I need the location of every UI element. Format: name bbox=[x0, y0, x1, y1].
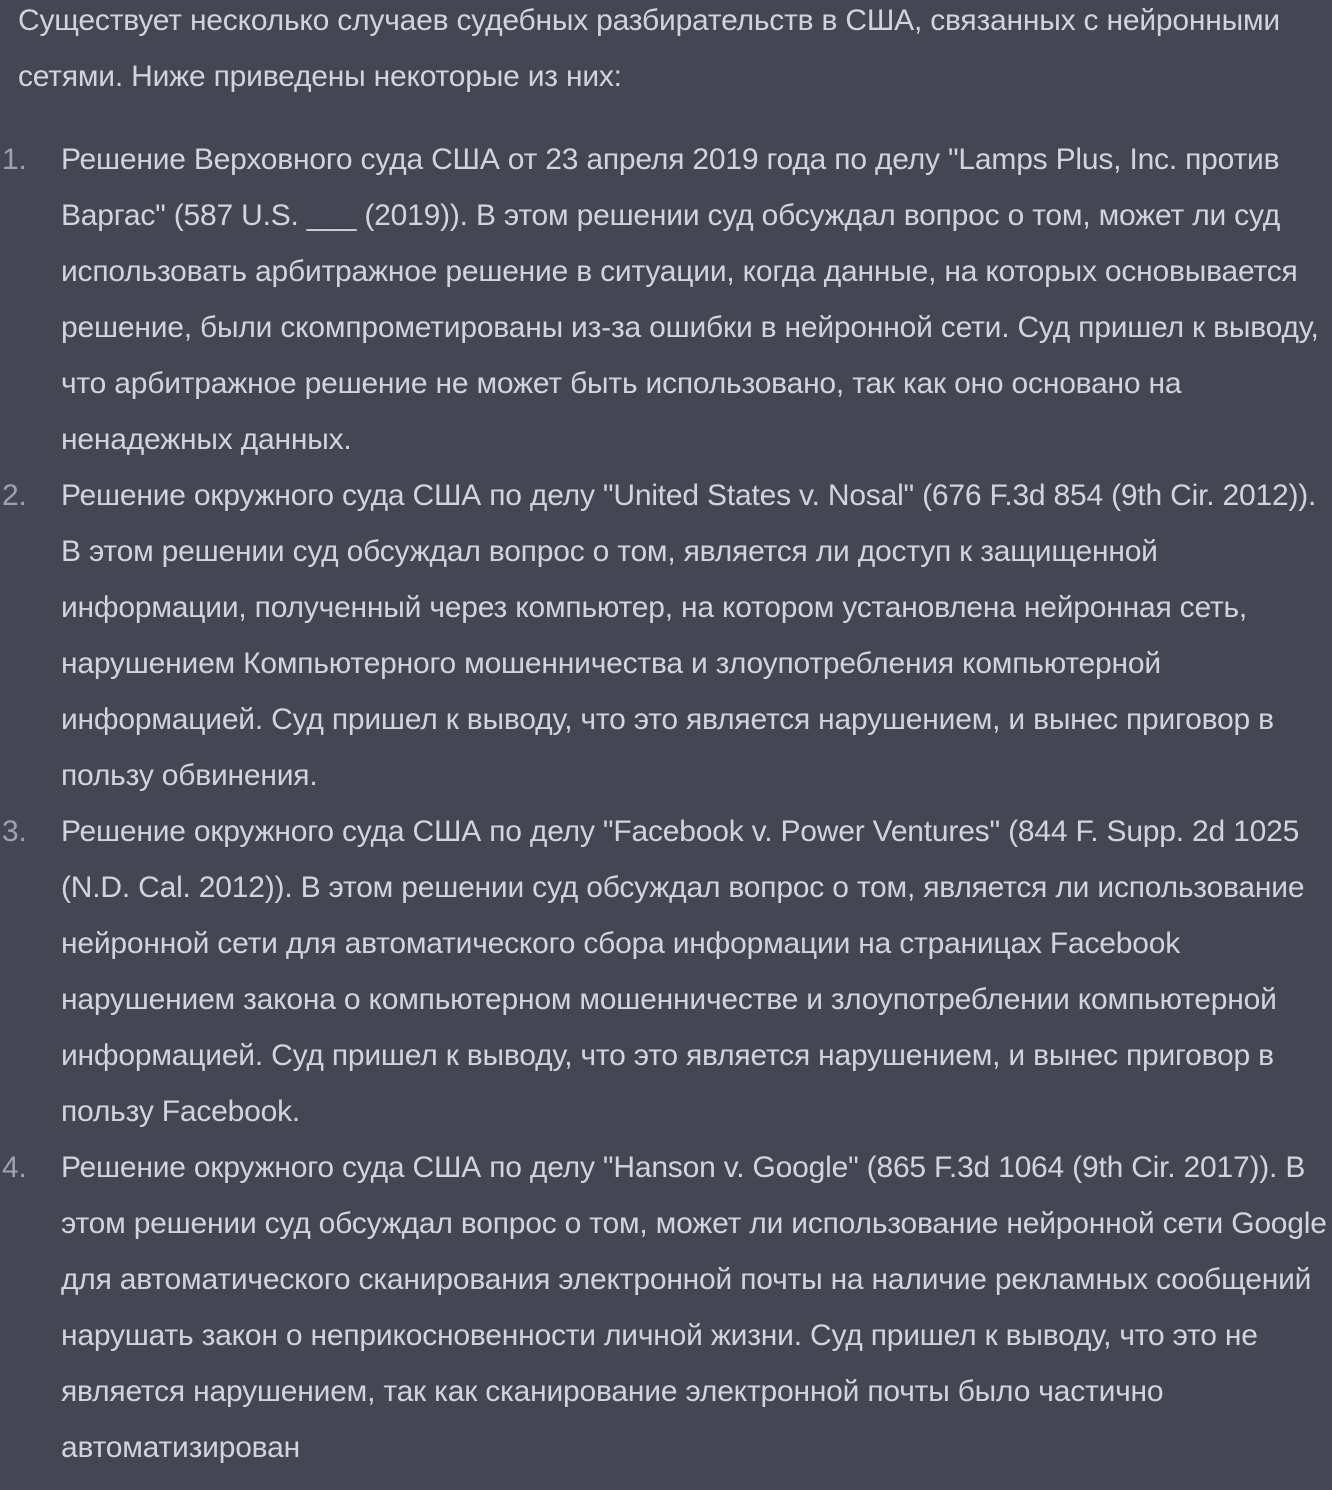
case-list bbox=[2, 132, 1332, 1476]
list-item bbox=[2, 132, 1331, 468]
list-item-text: Решение окружного суда США по делу "United States v. Nosal" (676 F.3d 854 (9th Cir. 2012)). В этом решении суд обсуждал вопрос о том, является ли доступ к защищенной информации, полученный через компьютер, на котором установлена нейронная сеть, нарушением Компьютерного мошенничества и злоупотребления компьютерной информацией. Суд пришел к выводу, что это является нарушением, и вынес приговор в пользу обвинения. bbox=[61, 479, 1317, 792]
list-item bbox=[2, 804, 1331, 1140]
list-item bbox=[2, 468, 1331, 804]
list-item-text: Решение окружного суда США по делу "Hanson v. Google" (865 F.3d 1064 (9th Cir. 2017)). В этом решении суд обсуждал вопрос о том, может ли использование нейронной сети Google для автоматического сканирования электронной почты на наличие рекламных сообщений нарушать закон о неприкосновенности личной жизни. Суд пришел к выводу, что это не является нарушением, так как сканирование электронной почты было частично автоматизирован bbox=[61, 1151, 1327, 1464]
list-item-number: 2. bbox=[2, 479, 27, 512]
list-item bbox=[2, 1140, 1331, 1476]
list-item-number: 4. bbox=[2, 1151, 27, 1184]
list-item-number: 1. bbox=[2, 143, 27, 176]
list-item-text: Решение окружного суда США по делу "Facebook v. Power Ventures" (844 F. Supp. 2d 1025 (N.D. Cal. 2012)). В этом решении суд обсуждал вопрос о том, является ли использование нейронной сети для автоматического сбора информации на страницах Facebook нарушением закона о компьютерном мошенничестве и злоупотреблении компьютерной информацией. Суд пришел к выводу, что это является нарушением, и вынес приговор в пользу Facebook. bbox=[61, 815, 1305, 1128]
intro-paragraph: Существует несколько случаев судебных разбирательств в США, связанных с нейронными сетями. Ниже приведены некоторые из них: bbox=[18, 4, 1280, 93]
list-item-number: 3. bbox=[2, 815, 27, 848]
list-item-text: Решение Верховного суда США от 23 апреля 2019 года по делу "Lamps Plus, Inc. против Варгас" (587 U.S. ___ (2019)). В этом решении суд обсуждал вопрос о том, может ли суд использовать арбитражное решение в ситуации, когда данные, на которых основывается решение, были скомпрометированы из-за ошибки в нейронной сети. Суд пришел к выводу, что арбитражное решение не может быть использовано, так как оно основано на ненадежных данных. bbox=[61, 143, 1319, 456]
